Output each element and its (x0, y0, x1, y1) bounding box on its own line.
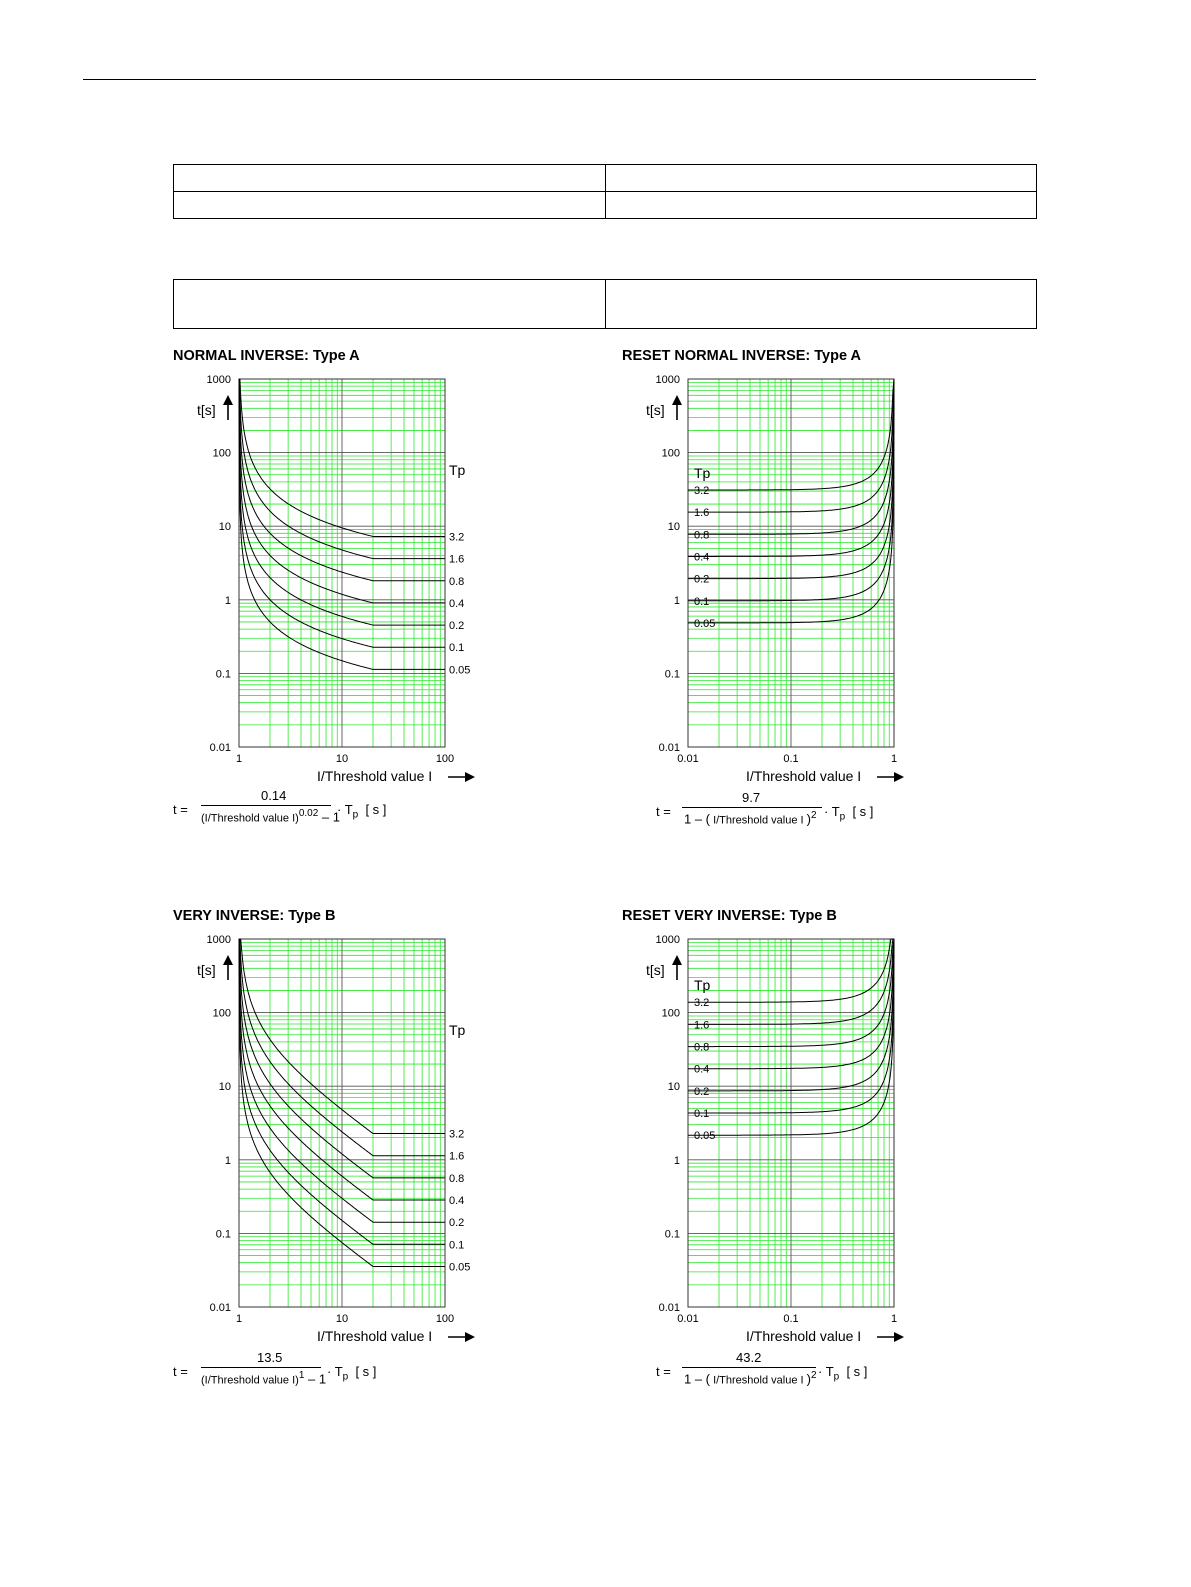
y-axis-arrowhead (223, 395, 233, 405)
x-tick-label: 0.1 (783, 1313, 799, 1325)
series-label: 0.05 (449, 1261, 471, 1274)
series-label: 0.8 (694, 529, 710, 542)
legend-title: Tp (694, 464, 711, 481)
series-label: 0.4 (694, 551, 710, 564)
chart-reset-very-inverse (622, 908, 1042, 1348)
denominator-tail: – 1 (318, 809, 340, 825)
formula-units: [ s ] (365, 802, 387, 817)
series-label: 3.2 (694, 997, 710, 1010)
y-tick-label: 1000 (655, 374, 680, 386)
denominator-tail: – 1 (304, 1371, 327, 1387)
series-label: 0.1 (449, 1239, 465, 1252)
y-tick-label: 1 (673, 1154, 680, 1167)
formula-tp-sub: p (833, 1371, 840, 1383)
x-axis-arrowhead (465, 772, 475, 782)
x-axis-arrowhead (894, 1332, 904, 1342)
formula-units: [ s ] (846, 1364, 868, 1379)
formula-numerator: 43.2 (736, 1350, 762, 1365)
chart-normal-inverse (173, 348, 593, 788)
series-label: 1.6 (449, 1150, 465, 1163)
series-label: 3.2 (694, 484, 710, 497)
formula-lhs: t = (656, 1364, 671, 1379)
formula-denominator (684, 1370, 817, 1386)
series-label: 3.2 (449, 531, 465, 544)
legend-title: Tp (449, 462, 466, 479)
series-label: 0.05 (694, 1130, 716, 1143)
y-axis-arrowhead (672, 395, 682, 405)
x-tick-label: 1 (235, 753, 243, 765)
chart-title: VERY INVERSE: Type B (173, 908, 336, 924)
series-label: 0.8 (694, 1041, 710, 1054)
formula-tp: · T (818, 1364, 834, 1379)
series-label: 1.6 (694, 507, 710, 520)
series-label: 0.4 (449, 597, 465, 610)
x-axis-label: I/Threshold value I (317, 1328, 433, 1344)
x-tick-label: 0.01 (677, 1313, 699, 1325)
formula-rhs (327, 1364, 376, 1383)
series-label: 0.2 (694, 1085, 710, 1098)
chart-title: RESET VERY INVERSE: Type B (622, 908, 837, 924)
denominator-close: ) (806, 1371, 811, 1387)
grid (688, 379, 894, 747)
legend-title: Tp (449, 1022, 466, 1039)
series-label: 0.2 (694, 573, 710, 586)
y-axis-label: t[s] (646, 402, 665, 418)
denominator-close: ) (806, 811, 811, 827)
formula-denominator (201, 808, 340, 824)
y-tick-label: 0.1 (215, 1228, 231, 1241)
y-tick-label: 100 (212, 1007, 231, 1020)
formula-units: [ s ] (852, 804, 874, 819)
y-tick-label: 1 (224, 594, 231, 607)
y-axis-label: t[s] (197, 402, 216, 418)
fraction-bar (201, 1367, 321, 1368)
denominator-ratio: I/Threshold value I (710, 1374, 807, 1387)
formula-denominator (201, 1370, 326, 1386)
x-tick-label: 10 (335, 753, 349, 765)
formula-tp: · T (337, 802, 353, 817)
table-cell (174, 280, 606, 329)
table-row (174, 165, 1037, 192)
chart-panel-reset-normal-inverse (622, 348, 1042, 838)
y-axis-label: t[s] (197, 962, 216, 978)
table-cell (174, 165, 606, 192)
y-tick-label: 1000 (206, 374, 231, 386)
y-tick-label: 10 (667, 1081, 680, 1094)
y-tick-label: 10 (667, 521, 680, 534)
y-tick-label: 0.1 (215, 668, 231, 681)
chart-title: NORMAL INVERSE: Type A (173, 348, 360, 364)
denominator-exponent: 2 (810, 1370, 817, 1381)
y-tick-label: 1000 (206, 934, 231, 946)
fraction-bar (682, 807, 822, 808)
x-tick-label: 1 (890, 753, 898, 765)
formula-rhs (818, 1364, 867, 1383)
header-rule (83, 79, 1036, 80)
formula-rhs (337, 802, 386, 821)
x-tick-label: 100 (435, 1313, 455, 1325)
chart-panel-very-inverse (173, 908, 593, 1398)
series-label: 0.05 (449, 664, 471, 677)
denominator-base: 1 – ( (684, 1371, 711, 1387)
y-axis-arrowhead (223, 955, 233, 965)
y-tick-label: 100 (661, 1007, 680, 1020)
y-tick-label: 1000 (655, 934, 680, 946)
denominator-base: (I/Threshold value I) (201, 812, 299, 825)
series-label: 0.4 (449, 1195, 465, 1208)
y-tick-label: 0.01 (209, 742, 231, 754)
blank-table-top (173, 164, 1037, 219)
formula-numerator: 13.5 (257, 1350, 283, 1365)
x-axis-label: I/Threshold value I (746, 768, 862, 784)
table-cell (606, 192, 1037, 219)
table-row (174, 192, 1037, 219)
x-axis-label: I/Threshold value I (746, 1328, 862, 1344)
fraction-bar (682, 1367, 816, 1368)
x-tick-label: 10 (335, 1313, 349, 1325)
formula-numerator: 9.7 (742, 790, 761, 805)
x-tick-label: 100 (435, 753, 455, 765)
formula-denominator (684, 810, 817, 826)
series-label: 0.2 (449, 1217, 465, 1230)
x-tick-label: 0.1 (783, 753, 799, 765)
y-tick-label: 0.01 (658, 742, 680, 754)
formula-lhs: t = (656, 804, 671, 819)
y-tick-label: 0.01 (209, 1302, 231, 1314)
x-tick-label: 0.01 (677, 753, 699, 765)
formula-lhs: t = (173, 802, 188, 817)
series-label: 0.1 (694, 595, 710, 608)
x-tick-label: 1 (890, 1313, 898, 1325)
y-tick-label: 100 (661, 447, 680, 460)
denominator-exponent: 0.02 (298, 808, 319, 819)
denominator-ratio: I/Threshold value I (710, 814, 807, 827)
denominator-base: (I/Threshold value I) (201, 1374, 299, 1387)
grid (688, 939, 894, 1307)
blank-table-bottom (173, 279, 1037, 329)
x-axis-label: I/Threshold value I (317, 768, 433, 784)
formula-units: [ s ] (355, 1364, 377, 1379)
series-label: 0.2 (449, 620, 465, 633)
series-label: 0.4 (694, 1063, 710, 1076)
y-tick-label: 10 (218, 1081, 231, 1094)
y-tick-label: 0.01 (658, 1302, 680, 1314)
chart-title: RESET NORMAL INVERSE: Type A (622, 348, 862, 364)
grid (239, 939, 445, 1307)
x-axis-arrowhead (465, 1332, 475, 1342)
denominator-base: 1 – ( (684, 811, 711, 827)
table-cell (174, 192, 606, 219)
y-tick-label: 1 (673, 594, 680, 607)
y-tick-label: 10 (218, 521, 231, 534)
denominator-exponent: 2 (810, 810, 817, 821)
table-cell (606, 165, 1037, 192)
legend-title: Tp (694, 977, 711, 994)
fraction-bar (201, 805, 331, 806)
denominator-exponent: 1 (298, 1370, 305, 1381)
grid (239, 379, 445, 747)
y-tick-label: 1 (224, 1154, 231, 1167)
y-axis-label: t[s] (646, 962, 665, 978)
x-axis-arrowhead (894, 772, 904, 782)
formula-tp: · T (824, 804, 840, 819)
series-label: 0.8 (449, 575, 465, 588)
series-label: 0.05 (694, 617, 716, 630)
chart-very-inverse (173, 908, 593, 1348)
y-tick-label: 0.1 (664, 1228, 680, 1241)
chart-panel-normal-inverse (173, 348, 593, 838)
x-tick-label: 1 (235, 1313, 243, 1325)
formula-tp: · T (327, 1364, 343, 1379)
chart-panel-reset-very-inverse (622, 908, 1042, 1398)
formula-numerator: 0.14 (261, 788, 287, 803)
formula-tp-sub: p (342, 1371, 349, 1383)
y-tick-label: 0.1 (664, 668, 680, 681)
series-label: 0.8 (449, 1172, 465, 1185)
formula-tp-sub: p (352, 809, 359, 821)
series-label: 0.1 (449, 642, 465, 655)
formula-tp-sub: p (839, 811, 846, 823)
y-axis-arrowhead (672, 955, 682, 965)
formula-lhs: t = (173, 1364, 188, 1379)
series-label: 1.6 (694, 1019, 710, 1032)
table-cell (606, 280, 1037, 329)
series-label: 3.2 (449, 1128, 465, 1141)
formula-rhs (824, 804, 873, 823)
chart-reset-normal-inverse (622, 348, 1042, 788)
series-label: 0.1 (694, 1108, 710, 1121)
y-tick-label: 100 (212, 447, 231, 460)
table-row (174, 280, 1037, 329)
series-label: 1.6 (449, 553, 465, 566)
